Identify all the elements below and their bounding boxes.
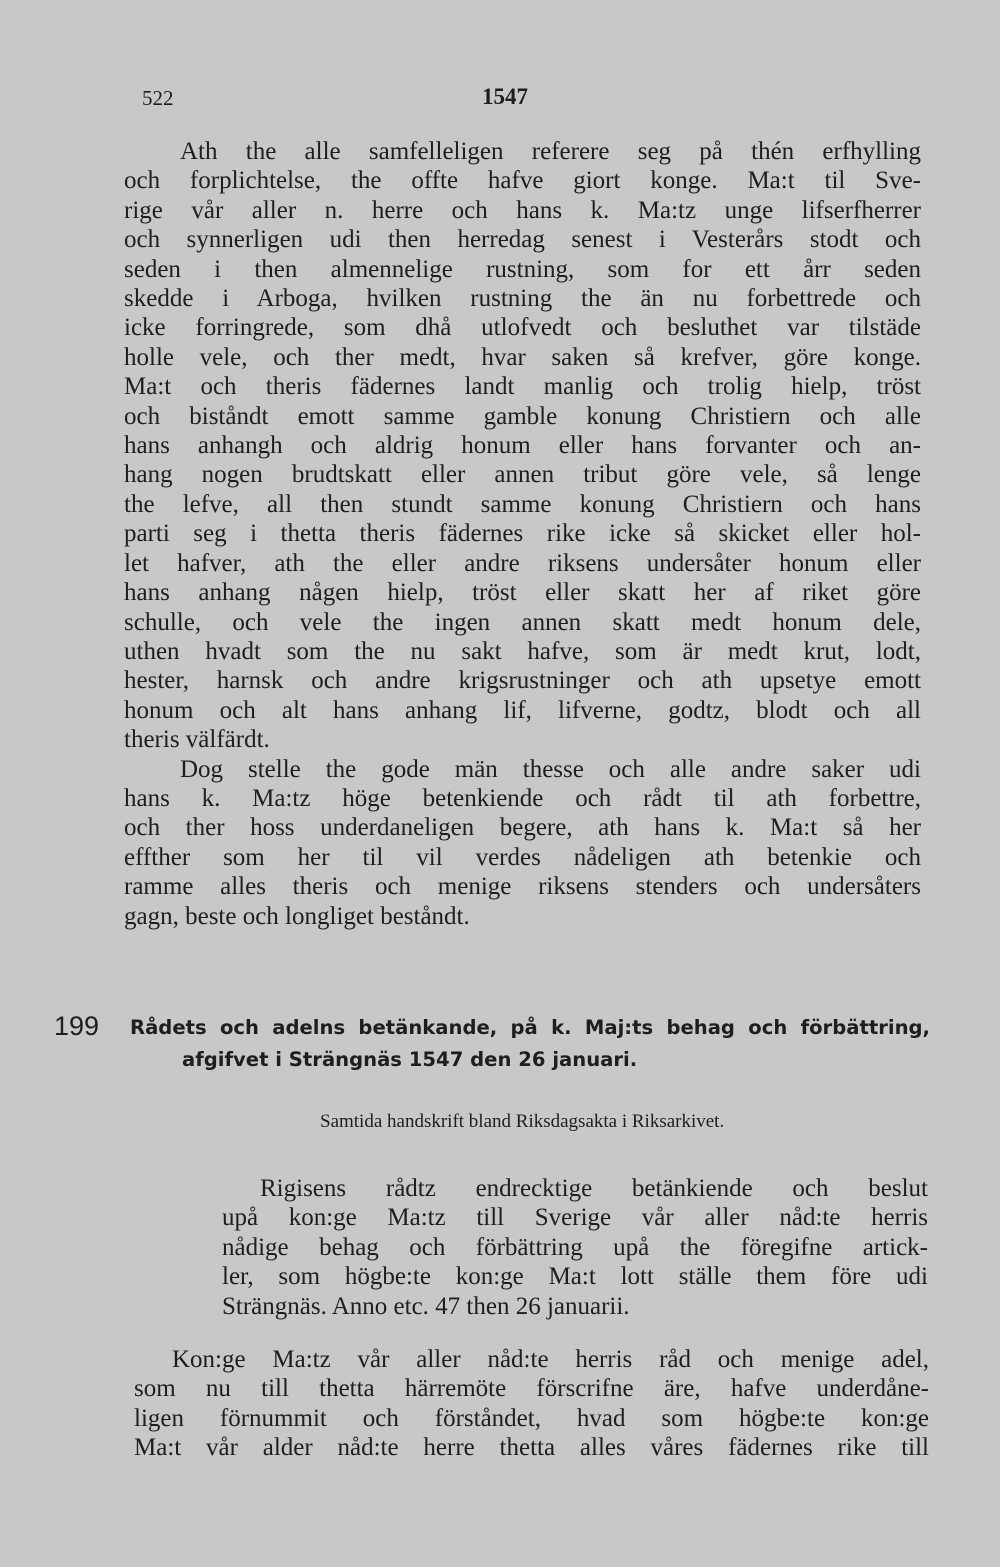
text-line: ramme alles theris och menige riksens stenders och undersåters bbox=[124, 873, 921, 901]
text-line: hang nogen brudtskatt eller annen tribut göre vele, så lenge bbox=[124, 461, 921, 489]
text-line: uthen hvadt som the nu sakt hafve, som är medt krut, lodt, bbox=[124, 637, 921, 665]
document-number: 199 bbox=[54, 1011, 100, 1041]
text-line: hans anhang någen hielp, tröst eller skatt her af riket göre bbox=[124, 579, 921, 607]
text-line: rige vår aller n. herre och hans k. Ma:tz unge lifserfherrer bbox=[124, 196, 921, 224]
text-line: holle vele, och ther medt, hvar saken så krefver, göre konge. bbox=[124, 343, 921, 371]
page-number: 522 bbox=[142, 86, 174, 110]
text-line: parti seg i thetta theris fädernes rike icke så skicket eller hol- bbox=[124, 520, 921, 548]
text-line: Rigisens rådtz endrecktige betänkiende och beslut bbox=[260, 1175, 928, 1202]
text-line: som nu till thetta härremöte förscrifne äre, hafve underdåne- bbox=[134, 1375, 929, 1403]
text-line: Ma:t och theris fädernes landt manlig och trolig hielp, tröst bbox=[124, 373, 921, 401]
text-line: schulle, och vele the ingen annen skatt medt honum dele, bbox=[124, 608, 921, 636]
text-line: seden i then almennelige rustning, som for ett årr seden bbox=[124, 255, 921, 283]
document-preamble bbox=[222, 1174, 928, 1321]
text-line: och biståndt emott samme gamble konung Christiern och alle bbox=[124, 402, 921, 430]
text-line: Kon:ge Ma:tz vår aller nåd:te herris råd och menige adel, bbox=[172, 1346, 929, 1373]
text-line: honum och alt hans anhang lif, lifverne, godtz, blodt och all bbox=[124, 696, 921, 724]
letter-text-continued bbox=[124, 137, 921, 931]
document-body bbox=[134, 1345, 929, 1463]
text-line: ligen förnummit och förståndet, hvad som högbe:te kon:ge bbox=[134, 1404, 929, 1432]
text-line: icke forringrede, som dhå utlofvedt och besluthet var tilstäde bbox=[124, 314, 921, 342]
text-line: ler, som högbe:te kon:ge Ma:t lott ställe them före udi bbox=[222, 1263, 928, 1291]
text-line: och ther hoss underdaneligen begere, ath hans k. Ma:t så her bbox=[124, 814, 921, 842]
text-line: hans k. Ma:tz höge betenkiende och rådt til ath forbettre, bbox=[124, 784, 921, 812]
text-line: skedde i Arboga, hvilken rustning the än nu forbettrede och bbox=[124, 285, 921, 313]
document-title-line: Rådets och adelns betänkande, på k. Maj:ts behag och förbättring, bbox=[130, 1016, 930, 1039]
running-year-heading: 1547 bbox=[482, 84, 528, 109]
page-header bbox=[142, 86, 932, 116]
text-line: effther som her til vil verdes nådeligen ath betenkie och bbox=[124, 843, 921, 871]
text-line: och synnerligen udi then herredag senest i Vesterårs stodt och bbox=[124, 226, 921, 254]
text-line: Ma:t vår alder nåd:te herre thetta alles våres fädernes rike till bbox=[134, 1434, 929, 1462]
text-line: let hafver, ath the eller andre riksens undersåter honum eller bbox=[124, 549, 921, 577]
text-line: Ath the alle samfelleligen referere seg på thén erfhylling bbox=[180, 138, 921, 165]
source-note: Samtida handskrift bland Riksdagsakta i Riksarkivet. bbox=[320, 1111, 725, 1132]
text-line: the lefve, all then stundt samme konung Christiern och hans bbox=[124, 490, 921, 518]
text-line: hester, harnsk och andre krigsrustninger och ath upsetye emott bbox=[124, 667, 921, 695]
text-line: gagn, beste och longliget beståndt. bbox=[124, 902, 470, 930]
text-line: nådige behag och förbättring upå the föregifne artick- bbox=[222, 1233, 928, 1261]
text-line: upå kon:ge Ma:tz till Sverige vår aller nåd:te herris bbox=[222, 1204, 928, 1232]
document-title bbox=[130, 1012, 930, 1076]
document-title-line: afgifvet i Strängnäs 1547 den 26 januari. bbox=[182, 1048, 638, 1071]
text-line: theris välfärdt. bbox=[124, 726, 270, 754]
text-line: Dog stelle the gode män thesse och alle andre saker udi bbox=[180, 755, 921, 783]
text-line: Strängnäs. Anno etc. 47 then 26 januarii. bbox=[222, 1292, 630, 1320]
text-line: hans anhangh och aldrig honum eller hans forvanter och an- bbox=[124, 432, 921, 460]
text-line: och forplichtelse, the offte hafve giort konge. Ma:t til Sve- bbox=[124, 167, 921, 195]
